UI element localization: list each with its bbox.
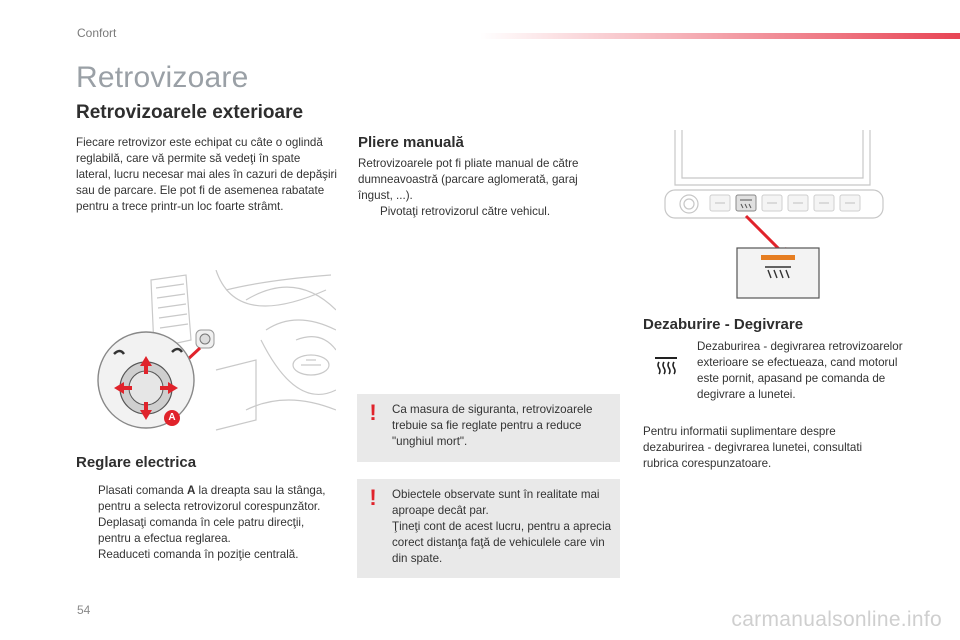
list-item: Readuceti comanda în poziţie centrală. — [98, 548, 299, 561]
rear-defrost-icon — [652, 354, 680, 376]
console-illustration — [640, 130, 895, 305]
warning-icon: ! — [369, 485, 377, 510]
watermark: carmanualsonline.info — [731, 608, 942, 631]
manual-fold-heading: Pliere manuală — [358, 134, 464, 151]
mirror-control-illustration — [96, 270, 336, 440]
callout-a-label: A — [168, 412, 176, 423]
electric-adjust-heading: Reglare electrica — [76, 454, 197, 471]
intro-text: Fiecare retrovizor este echipat cu câte o oglindă reglabilă, care vă permite să vedeţi în spate lateral, lucru necesar mai ales în cazuri de depăşiri sau de parcare. Ele pot fi de asemenea rabatate pentru a trece printr-un loc foarte strâmt. — [76, 136, 337, 213]
warning-icon: ! — [369, 400, 377, 425]
header-rule — [480, 33, 960, 39]
safety-note: ! Ca masura de siguranta, retrovizoarele trebuie sa fie reglate pentru a reduce "unghiul mort". — [357, 394, 620, 462]
list-item: Plasati comanda A la dreapta sau la stânga, pentru a selecta retrovizorul corespunzător. — [98, 484, 326, 513]
defrost-description: Dezaburirea - degivrarea retrovizoarelor exterioare se efectueaza, cand motorul este pornit, apasand pe comanda de degivrare a lunetei. — [697, 340, 903, 401]
mirror-control-figure — [96, 270, 336, 440]
list-item: Deplasaţi comanda în cele patru direcţii, pentru a efectua reglarea. — [98, 516, 305, 545]
defrost-control-figure — [640, 130, 895, 305]
defrost-heading: Dezaburire - Degivrare — [643, 316, 804, 333]
page-title: Retrovizoare — [76, 61, 249, 94]
mirror-distance-note: ! Obiectele observate sunt în realitate mai aproape decât par. Ţineţi cont de acest lucru, pentru a aprecia corect distanţa faţă de vehiculele care vin din spate. — [357, 479, 620, 578]
page-number: 54 — [77, 603, 91, 617]
defrost-more-info: Pentru informatii suplimentare despre dezaburirea - degivrarea lunetei, consultati rubrica corespunzatoare. — [643, 425, 863, 470]
electric-adjust-list — [76, 483, 338, 563]
section-heading: Retrovizoarele exterioare — [76, 102, 304, 123]
manual-fold-text: Retrovizoarele pot fi pliate manual de către dumneavoastră (parcare aglomerată, garaj îngust, ...). Pivotaţi retrovizorul către vehicul. — [358, 156, 603, 220]
list-item: Pivotaţi retrovizorul către vehicul. — [380, 205, 551, 218]
section-label: Confort — [77, 26, 117, 40]
